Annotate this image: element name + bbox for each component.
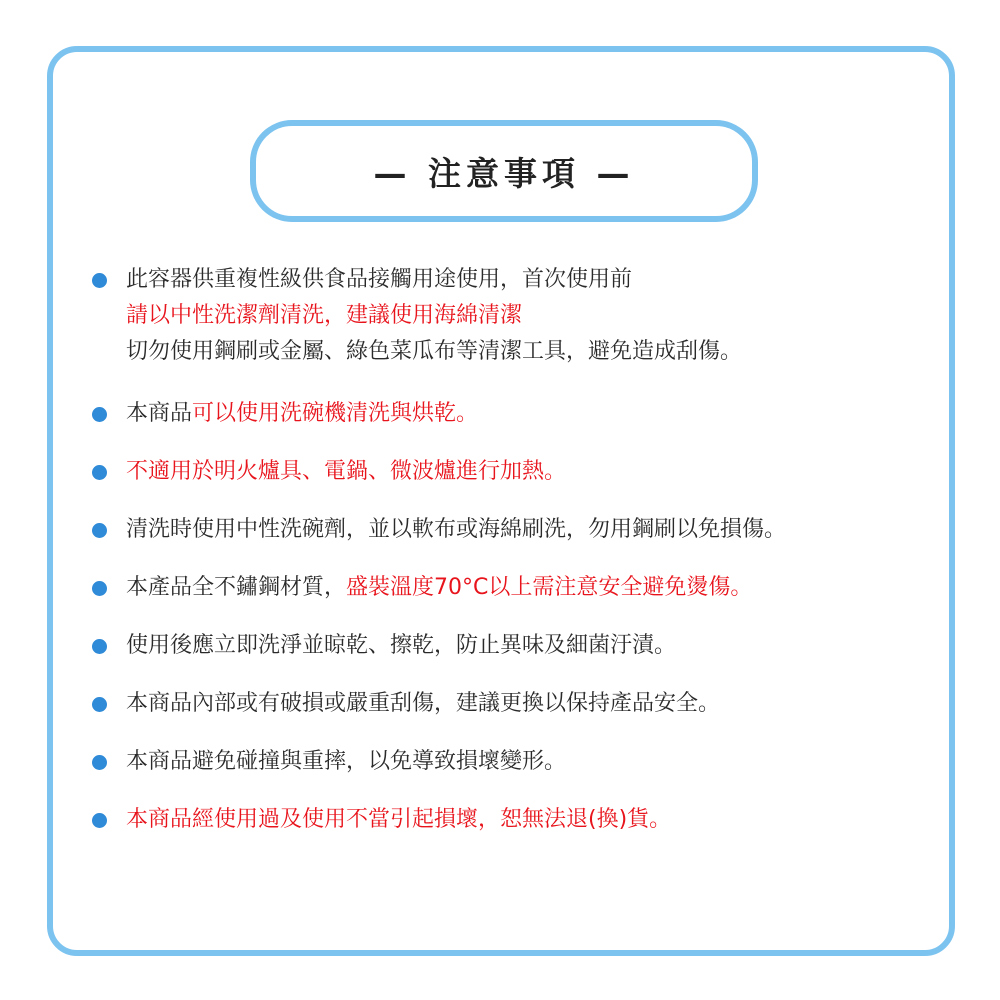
- bullet-dot-icon: [92, 755, 107, 770]
- note-text: 本商品內部或有破損或嚴重刮傷，建議更換以保持產品安全。: [126, 691, 721, 716]
- bullet-dot-icon: [92, 523, 107, 538]
- page-title: — 注意事項 —: [373, 153, 635, 193]
- note-item-damage: [92, 686, 932, 722]
- note-text: 本產品全不鏽鋼材質，: [126, 575, 347, 600]
- note-text: 本商品: [126, 401, 193, 426]
- note-text: 使用後應立即洗淨並晾乾、擦乾，防止異味及細菌汙漬。: [126, 633, 677, 658]
- note-item-heating: [92, 454, 932, 490]
- note-item-washing: [92, 262, 932, 370]
- note-item-drying: [92, 628, 932, 664]
- bullet-dot-icon: [92, 581, 107, 596]
- bullet-dot-icon: [92, 465, 107, 480]
- bullet-dot-icon: [92, 407, 107, 422]
- note-highlight: 可以使用洗碗機清洗與烘乾。: [192, 401, 479, 426]
- note-highlight: 本商品經使用過及使用不當引起損壞，恕無法退(換)貨。: [126, 807, 672, 832]
- bullet-dot-icon: [92, 697, 107, 712]
- note-text: 切勿使用鋼刷或金屬、綠色菜瓜布等清潔工具，避免造成刮傷。: [126, 339, 743, 364]
- note-text: 清洗時使用中性洗碗劑，並以軟布或海綿刷洗，勿用鋼刷以免損傷。: [126, 517, 787, 542]
- note-item-dishwasher: [92, 396, 932, 432]
- note-text: 本商品避免碰撞與重摔，以免導致損壞變形。: [126, 749, 567, 774]
- bullet-dot-icon: [92, 639, 107, 654]
- note-text: 此容器供重複性級供食品接觸用途使用，首次使用前: [126, 267, 633, 292]
- notes-list: [92, 262, 932, 860]
- note-highlight: 請以中性洗潔劑清洗，建議使用海綿清潔: [126, 303, 523, 328]
- note-item-material: [92, 570, 932, 606]
- note-highlight: 盛裝溫度70°C以上需注意安全避免燙傷。: [346, 575, 753, 600]
- note-item-cleaning: [92, 512, 932, 548]
- note-item-return-policy: [92, 802, 932, 838]
- note-item-impact: [92, 744, 932, 780]
- title-badge: [250, 120, 758, 222]
- bullet-dot-icon: [92, 273, 107, 288]
- bullet-dot-icon: [92, 813, 107, 828]
- note-highlight: 不適用於明火爐具、電鍋、微波爐進行加熱。: [126, 459, 567, 484]
